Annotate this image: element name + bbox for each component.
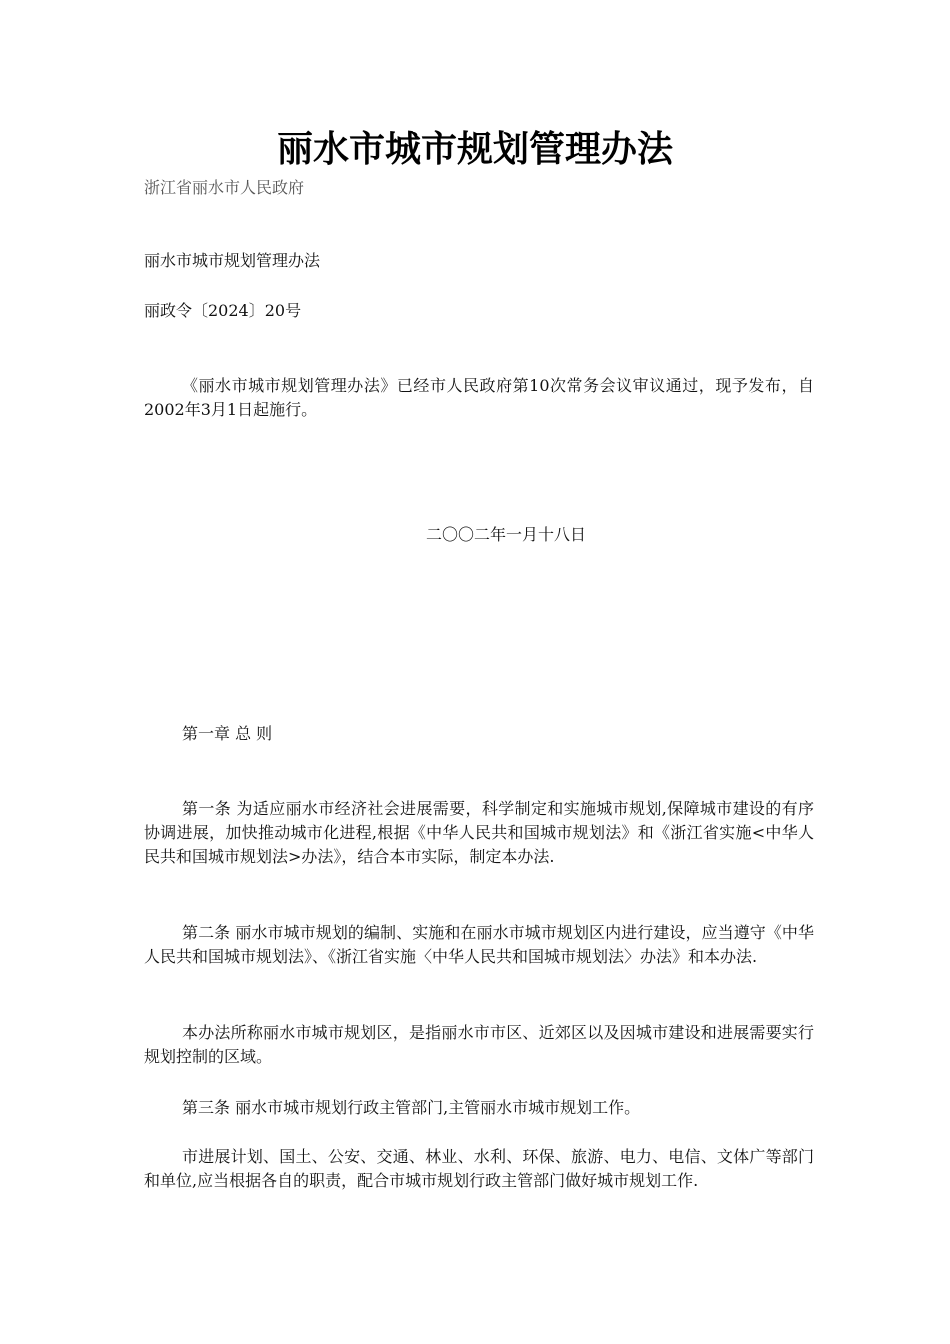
announcement-paragraph: 《丽水市城市规划管理办法》已经市人民政府第10次常务会议审议通过，现予发布，自2002年3月1日起施行。 [144,376,814,419]
document-source: 浙江省丽水市人民政府 [144,178,305,197]
issue-date: 二〇〇二年一月十八日 [425,525,586,544]
article-paragraph: 第一条 为适应丽水市经济社会进展需要，科学制定和实施城市规划,保障城市建设的有序协调进展，加快推动城市化进程,根据《中华人民共和国城市规划法》和《浙江省实施<中华人民共和国城市规划法>办法》，结合本市实际，制定本办法. [144,799,814,866]
article-paragraph: 第二条 丽水市城市规划的编制、实施和在丽水市城市规划区内进行建设，应当遵守《中华人民共和国城市规划法》、《浙江省实施〈中华人民共和国城市规划法〉办法》和本办法. [144,923,814,966]
article-paragraph: 市进展计划、国土、公安、交通、林业、水利、环保、旅游、电力、电信、文体广等部门和单位,应当根据各自的职责，配合市城市规划行政主管部门做好城市规划工作. [144,1147,814,1190]
article-paragraph: 本办法所称丽水市城市规划区，是指丽水市市区、近郊区以及因城市建设和进展需要实行规划控制的区域。 [144,1023,814,1066]
document-title: 丽水市城市规划管理办法 [276,129,673,170]
document-subtitle: 丽水市城市规划管理办法 [144,251,321,270]
chapter-title: 第一章 总 则 [182,724,273,743]
article-paragraph: 第三条 丽水市城市规划行政主管部门,主管丽水市城市规划工作。 [182,1098,641,1117]
order-number: 丽政令〔2024〕20号 [144,301,302,320]
